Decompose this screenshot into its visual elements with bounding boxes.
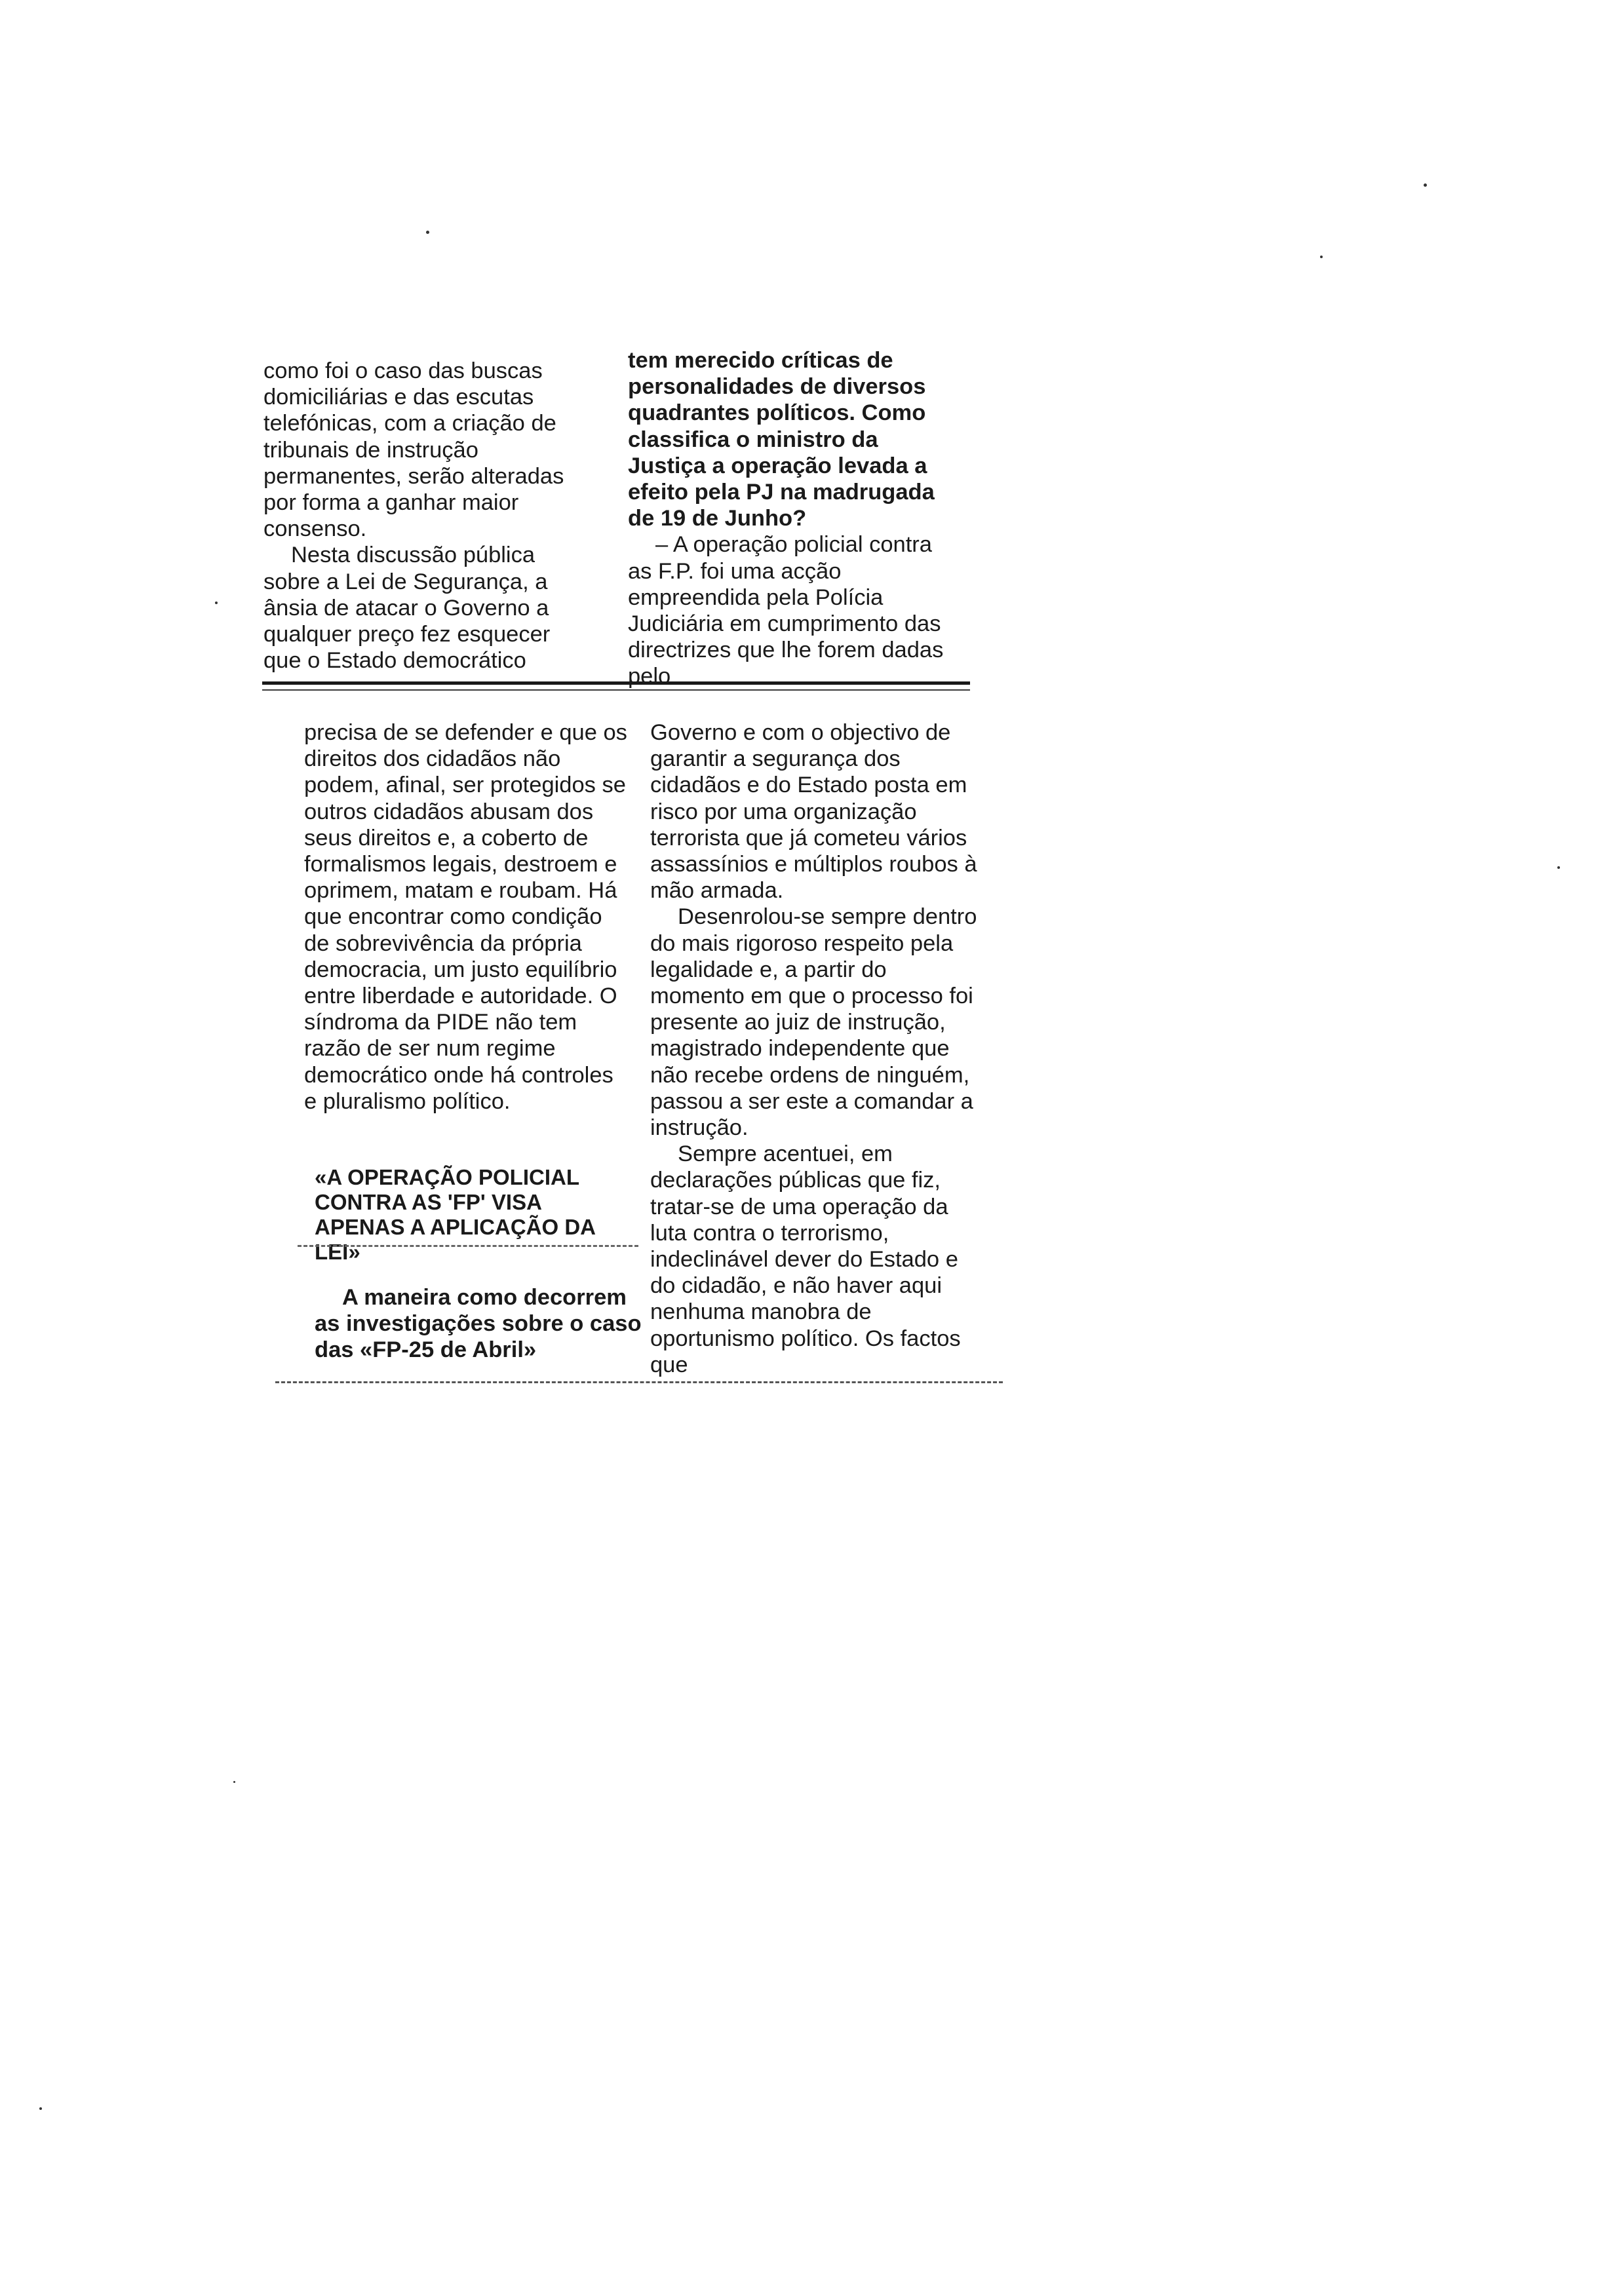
article-column-bottom-left-question (315, 1284, 642, 1364)
clipping-bottom-edge (275, 1381, 1003, 1386)
scan-speck (215, 602, 218, 604)
paragraph: Nesta discussão pública sobre a Lei de Segurança, a ânsia de atacar o Governo a qualquer preço fez esquecer que o Estado democrático (263, 543, 551, 674)
article-column-bottom-right (650, 719, 978, 1378)
paragraph: como foi o caso das buscas domiciliárias e das escutas telefónicas, com a criação de tribunais de instrução permanentes, serão alteradas por forma a ganhar maior consenso. (263, 358, 564, 542)
interview-answer: – A operação policial contra as F.P. foi uma acção empreendida pela Polícia Judiciária em cumprimento das directrizes que lhe forem dadas pelo (628, 532, 944, 689)
scan-speck (1424, 183, 1427, 187)
paragraph: Desenrolou-se sempre dentro do mais rigoroso respeito pela legalidade e, a partir do momento em que o processo foi presente ao juiz de instrução, magistrado independente que não recebe ordens de ninguém, passou a ser este a comandar a instrução. (650, 904, 977, 1141)
article-column-bottom-left (304, 719, 628, 1115)
subheading: «A OPERAÇÃO POLICIAL CONTRA AS 'FP' VISA APENAS A APLICAÇÃO DA LEI» (315, 1165, 595, 1264)
section-divider (262, 681, 970, 691)
scan-speck (1320, 256, 1323, 258)
paragraph: Governo e com o objectivo de garantir a segurança dos cidadãos e do Estado posta em risco por uma organização terrorista que já cometeu vários assassínios e múltiplos roubos à mão armada. (650, 720, 977, 904)
subheading-divider (298, 1245, 638, 1249)
scan-speck (39, 2107, 42, 2110)
article-column-top-left (263, 358, 591, 674)
interview-question: A maneira como decorrem as investigações sobre o caso das «FP-25 de Abril» (315, 1285, 642, 1363)
scan-speck (1557, 866, 1560, 869)
paragraph: precisa de se defender e que os direitos dos cidadãos não podem, afinal, ser protegidos se outros cidadãos abusam dos seus direitos e, a coberto de formalismos legais, destroem e oprimem, matam e roubam. Há que encontrar como condição de sobrevivência da própria democracia, um justo equilíbrio entre liberdade e autoridade. O síndroma da PIDE não tem razão de ser num regime democrático onde há controles e pluralismo político. (304, 720, 627, 1114)
scan-speck (426, 231, 429, 234)
scan-speck (233, 1781, 235, 1783)
interview-question: tem merecido críticas de personalidades de diversos quadrantes políticos. Como classifica o ministro da Justiça a operação levada a efeito pela PJ na madrugada de 19 de Junho? (628, 348, 935, 531)
paragraph: Sempre acentuei, em declarações públicas que fiz, tratar-se de uma operação da luta contra o terrorismo, indeclinável dever do Estado e do cidadão, e não haver aqui nenhuma manobra de oportunismo político. Os factos que (650, 1141, 961, 1377)
article-column-top-right (628, 347, 956, 690)
